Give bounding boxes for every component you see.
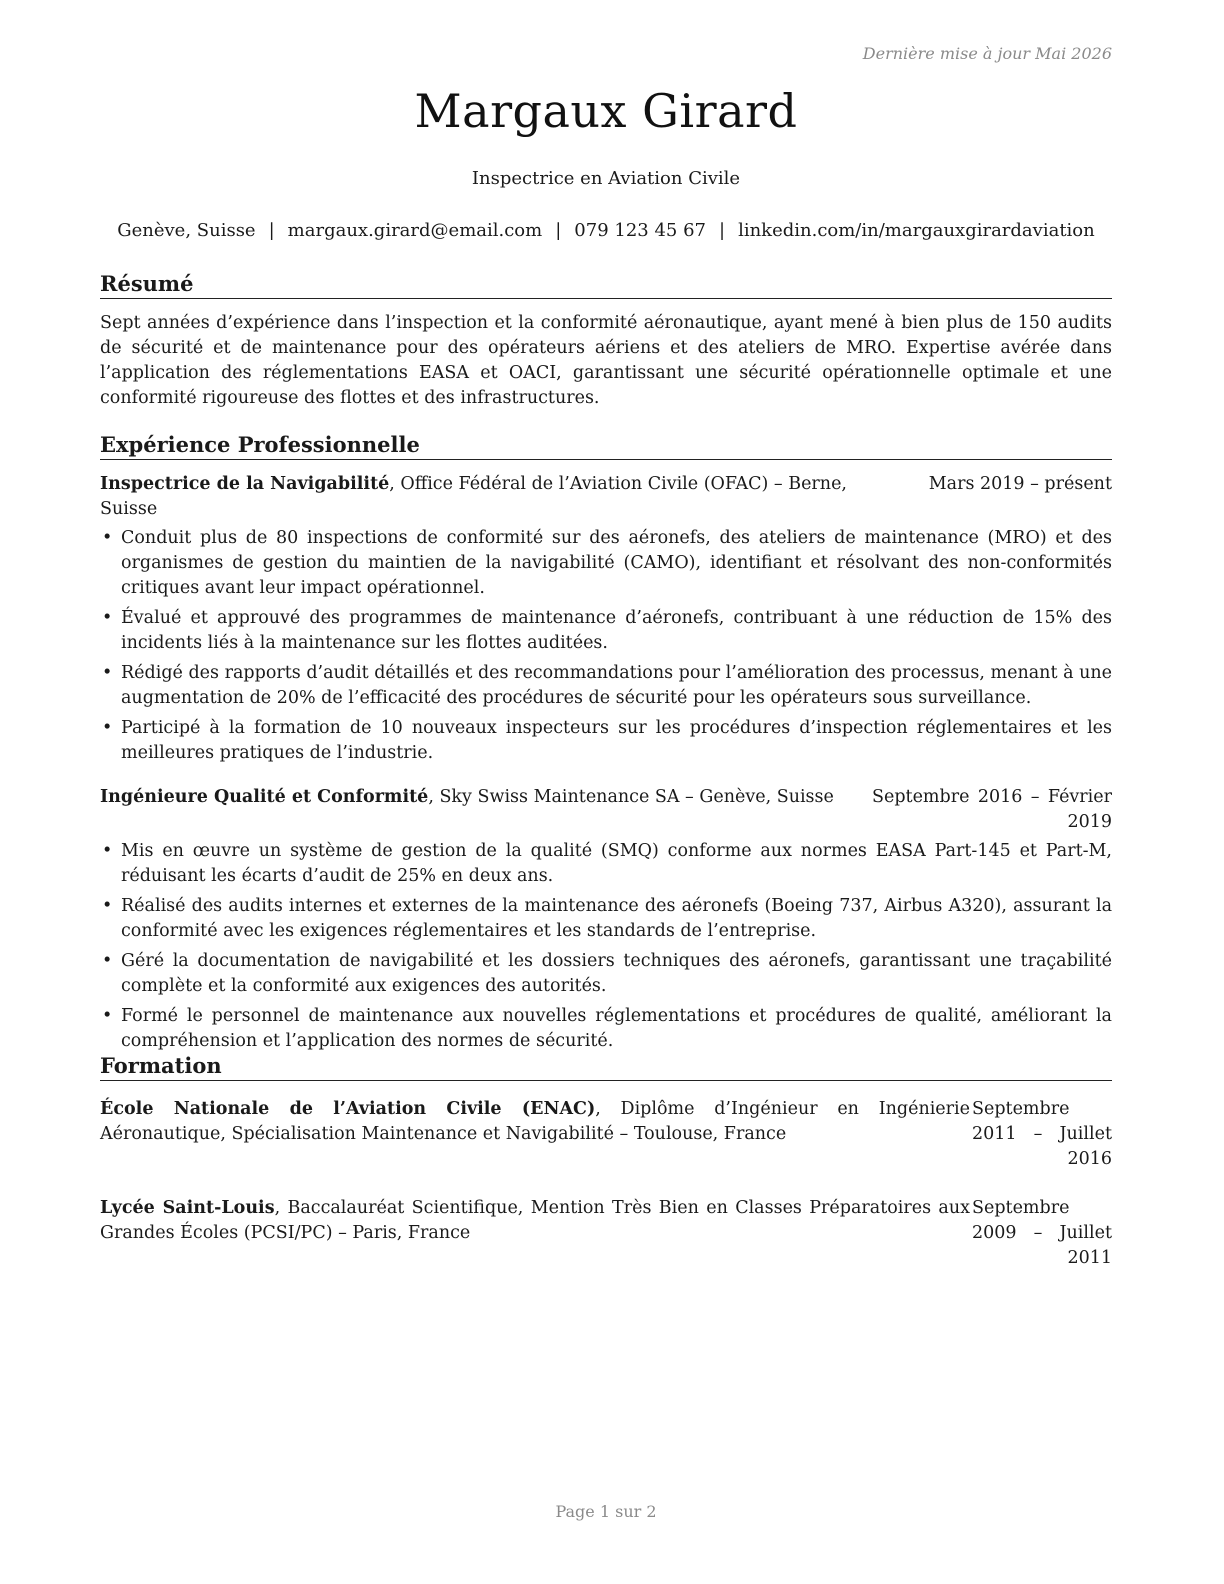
job-organization: , Sky Swiss Maintenance SA – Genève, Suisse (428, 787, 834, 807)
education-section (100, 1052, 1112, 1271)
list-item: • Réalisé des audits internes et externes de la maintenance des aéronefs (Boeing 737, Airbus A320), assurant la conformité avec les exigences réglementaires et les standards de l’entreprise. (102, 896, 1112, 941)
job-entry (100, 785, 1112, 1054)
job-dates: Mars 2019 – présent (928, 474, 1112, 494)
education-entry (100, 1097, 1112, 1172)
list-item: • Formé le personnel de maintenance aux nouvelles réglementations et procédures de qualité, améliorant la compréhension et l’application des normes de sécurité. (102, 1006, 1112, 1051)
contact-location: Genève, Suisse (117, 220, 256, 241)
list-item: • Mis en œuvre un système de gestion de la qualité (SMQ) conforme aux normes EASA Part-145 et Part-M, réduisant les écarts d’audit de 25% en deux ans. (102, 841, 1112, 886)
summary-heading: Résumé (100, 270, 1112, 299)
list-item: • Conduit plus de 80 inspections de conformité sur des aéronefs, des ateliers de maintenance (MRO) et des organismes de gestion du maintien de la navigabilité (CAMO), identifiant et résolvant des non-conformités critiques avant leur impact opérationnel. (102, 528, 1112, 598)
experience-section (100, 431, 1112, 1059)
education-dates: Septembre 2009 – Juillet 2011 (972, 1198, 1112, 1268)
job-bullets (100, 526, 1112, 766)
contact-email[interactable]: margaux.girard@email.com (287, 220, 543, 241)
job-dates: Septembre 2016 – Février 2019 (872, 787, 1112, 832)
list-item: • Évalué et approuvé des programmes de maintenance d’aéronefs, contribuant à une réduction de 15% des incidents liés à la maintenance sur les flottes auditées. (102, 608, 1112, 653)
contact-linkedin[interactable]: linkedin.com/in/margauxgirardaviation (738, 220, 1095, 241)
education-heading: Formation (100, 1052, 1112, 1081)
bullet-icon: • (102, 528, 113, 548)
job-role: Ingénieure Qualité et Conformité (100, 787, 429, 807)
contact-phone[interactable]: 079 123 45 67 (574, 220, 706, 241)
page-number: Page 1 sur 2 (555, 1502, 657, 1521)
education-entry (100, 1196, 1112, 1271)
bullet-icon: • (102, 1006, 113, 1026)
contact-separator: | (268, 220, 275, 241)
degree-details: , Diplôme d’Ingénieur en Ingénierie Aéronautique, Spécialisation Maintenance et Navigabilité – Toulouse, France (100, 1099, 970, 1144)
job-entry (100, 472, 1112, 766)
candidate-title: Inspectrice en Aviation Civile (471, 168, 741, 189)
contact-separator: | (555, 220, 562, 241)
bullet-icon: • (102, 951, 113, 971)
list-item: • Rédigé des rapports d’audit détaillés et des recommandations pour l’amélioration des processus, menant à une augmentation de 20% de l’efficacité des procédures de sécurité pour les opérateurs sous surveillance. (102, 663, 1112, 708)
job-header (100, 785, 1112, 835)
job-bullets (100, 839, 1112, 1054)
bullet-icon: • (102, 896, 113, 916)
school-name: Lycée Saint-Louis (100, 1198, 275, 1218)
bullet-icon: • (102, 718, 113, 738)
bullet-icon: • (102, 841, 113, 861)
school-name: École Nationale de l’Aviation Civile (ENAC) (100, 1099, 596, 1119)
job-role: Inspectrice de la Navigabilité (100, 474, 390, 494)
list-item: • Géré la documentation de navigabilité et les dossiers techniques des aéronefs, garantissant une traçabilité complète et la conformité aux exigences des autorités. (102, 951, 1112, 996)
resume-page (100, 0, 1112, 1584)
bullet-icon: • (102, 608, 113, 628)
summary-text: Sept années d’expérience dans l’inspection et la conformité aéronautique, ayant mené à bien plus de 150 audits de sécurité et de maintenance pour des opérateurs aériens et des ateliers de MRO. Expertise avérée dans l’application des réglementations EASA et OACI, garantissant une sécurité opérationnelle optimale et une conformité rigoureuse des flottes et des infrastructures. (100, 313, 1112, 408)
candidate-name: Margaux Girard (414, 84, 798, 138)
contact-separator: | (718, 220, 726, 241)
education-dates: Septembre 2011 – Juillet 2016 (972, 1099, 1112, 1169)
contact-line (100, 220, 1112, 241)
job-header (100, 472, 1112, 522)
list-item: • Participé à la formation de 10 nouveaux inspecteurs sur les procédures d’inspection réglementaires et les meilleures pratiques de l’industrie. (102, 718, 1112, 763)
job-organization: , Office Fédéral de l’Aviation Civile (OFAC) – Berne, Suisse (100, 474, 847, 519)
summary-section (100, 270, 1112, 411)
experience-heading: Expérience Professionnelle (100, 431, 1112, 460)
bullet-icon: • (102, 663, 113, 683)
degree-details: , Baccalauréat Scientifique, Mention Très Bien en Classes Préparatoires aux Grandes Écoles (PCSI/PC) – Paris, France (100, 1198, 970, 1243)
last-updated: Dernière mise à jour Mai 2026 (862, 44, 1112, 63)
